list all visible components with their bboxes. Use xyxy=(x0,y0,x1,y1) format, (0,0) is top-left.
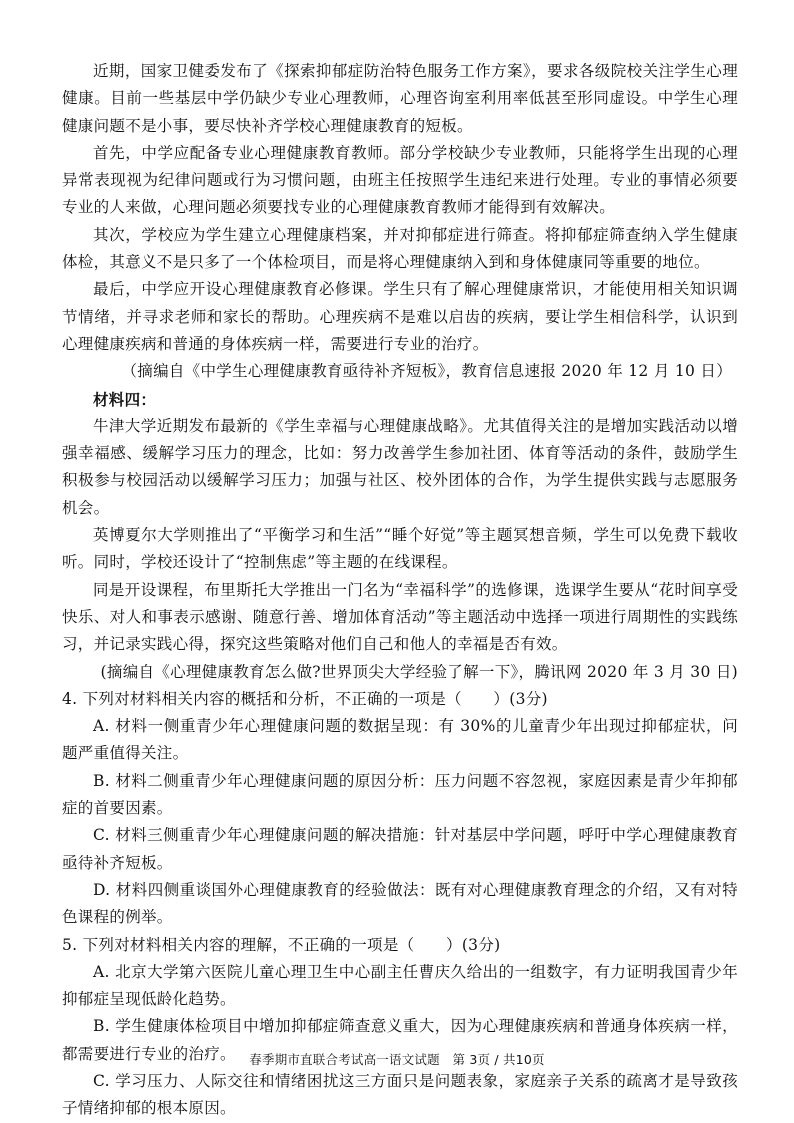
question-option: A. 材料一侧重青少年心理健康问题的数据呈现：有 30%的儿童青少年出现过抑郁症状，问题严重值得关注。 xyxy=(62,717,738,763)
question-option: D. 材料四侧重谈国外心理健康教育的经验做法：既有对心理健康教育理念的介绍，又有对特色课程的例举。 xyxy=(62,880,738,927)
source-citation: (摘编自《心理健康教育怎么做?世界顶尖大学经验了解一下》，腾讯网 2020 年 3 月 30 日) xyxy=(100,662,738,681)
paragraph: 首先，中学应配备专业心理健康教育教师。部分学校缺少专业教师，只能将学生出现的心理异常表现视为纪律问题或行为习惯问题，由班主任按照学生违纪来进行处理。专业的事情必须要专业的人来做，心理问题必须要找专业的心理健康教育教师才能得到有效解决。 xyxy=(62,143,738,217)
page-content xyxy=(62,58,738,1123)
question-option: C. 学习压力、人际交往和情绪困扰这三方面只是问题表象，家庭亲子关系的疏离才是导致孩子情绪抑郁的根本原因。 xyxy=(62,1071,738,1118)
question-stem: 5. 下列对材料相关内容的理解，不正确的一项是（ ）(3分) xyxy=(62,935,501,954)
page-footer: 春季期市直联合考试高一语文试题 第 3页 / 共10页 xyxy=(249,1052,545,1067)
paragraph: 同是开设课程，布里斯托大学推出一门名为“幸福科学”的选修课，选课学生要从“花时间享受快乐、对人和事表示感谢、随意行善、增加体育活动”等主题活动中选择一项进行周期性的实践练习，并记录实践心得，探究这些策略对他们自己和他人的幸福是否有效。 xyxy=(62,580,738,654)
paragraph: 牛津大学近期发布最新的《学生幸福与心理健康战略》。尤其值得关注的是增加实践活动以增强幸福感、缓解学习压力的理念，比如：努力改善学生参加社团、体育等活动的条件，鼓励学生积极参与校园活动以缓解学习压力；加强与社区、校外团体的合作，为学生提供实践与志愿服务机会。 xyxy=(62,416,738,517)
question-option: A. 北京大学第六医院儿童心理卫生中心副主任曹庆久给出的一组数字，有力证明我国青少年抑郁症呈现低龄化趋势。 xyxy=(62,962,738,1009)
material-heading: 材料四： xyxy=(93,389,157,409)
question-option: B. 材料二侧重青少年心理健康问题的原因分析：压力问题不容忽视，家庭因素是青少年抑郁症的首要因素。 xyxy=(62,771,738,818)
paragraph: 近期，国家卫健委发布了《探索抑郁症防治特色服务工作方案》，要求各级院校关注学生心理健康。目前一些基层中学仍缺少专业心理教师，心理咨询室利用率低甚至形同虚设。中学生心理健康问题不是小事，要尽快补齐学校心理健康教育的短板。 xyxy=(62,62,738,135)
paragraph: 最后，中学应开设心理健康教育必修课。学生只有了解心理健康常识，才能使用相关知识调节情绪，并寻求老师和家长的帮助。心理疾病不是难以启齿的疾病，要让学生相信科学，认识到心理健康疾病和普通的身体疾病一样，需要进行专业的治疗。 xyxy=(62,280,738,353)
question-stem: 4. 下列对材料相关内容的概括和分析，不正确的一项是（ ）(3分) xyxy=(62,689,548,708)
question-option: C. 材料三侧重青少年心理健康问题的解决措施：针对基层中学问题，呼吁中学心理健康教育亟待补齐短板。 xyxy=(62,826,738,872)
question-option: B. 学生健康体检项目中增加抑郁症筛查意义重大，因为心理健康疾病和普通身体疾病一样，都需要进行专业的治疗。 xyxy=(62,1017,738,1063)
paragraph: 英博夏尔大学则推出了“平衡学习和生活”“睡个好觉”等主题冥想音频，学生可以免费下载收听。同时，学校还设计了“控制焦虑”等主题的在线课程。 xyxy=(62,526,738,572)
source-citation: （摘编自《中学生心理健康教育亟待补齐短板》，教育信息速报 2020 年 12 月 10 日） xyxy=(121,362,732,381)
paragraph: 其次，学校应为学生建立心理健康档案，并对抑郁症进行筛查。将抑郁症筛查纳入学生健康体检，其意义不是只多了一个体检项目，而是将心理健康纳入到和身体健康同等重要的地位。 xyxy=(62,225,738,272)
